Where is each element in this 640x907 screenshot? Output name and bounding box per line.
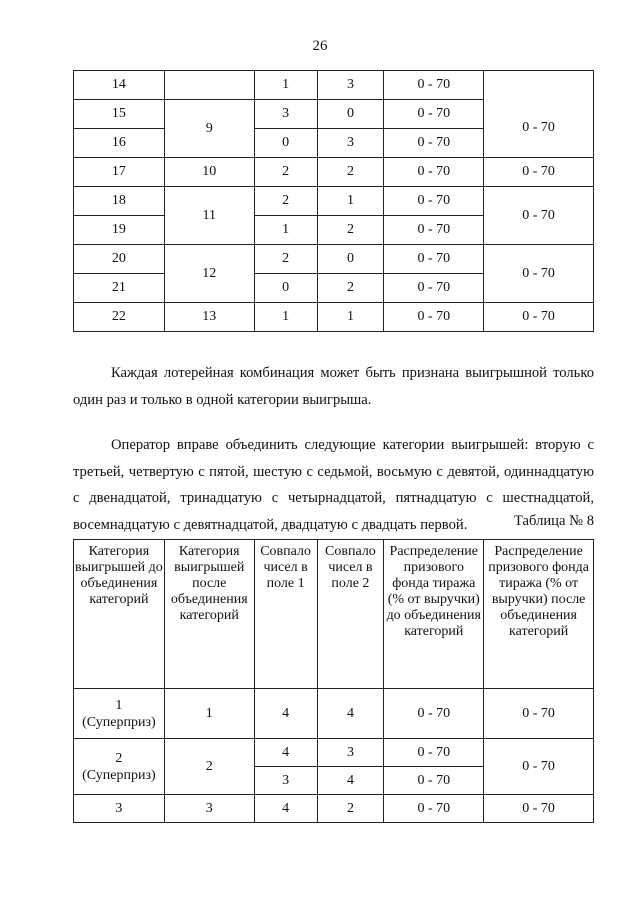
prize-share-before-cell: 0 - 70 (384, 158, 484, 187)
prize-share-after-cell: 0 - 70 (484, 245, 594, 303)
prize-share-before-cell: 0 - 70 (384, 689, 484, 739)
field1-match-cell: 4 (254, 739, 317, 767)
category-cell (74, 689, 165, 739)
field2-match-cell: 4 (317, 689, 384, 739)
field2-match-cell: 2 (317, 274, 384, 303)
column-header: Категория выигрышей до объединения категорий (74, 540, 165, 689)
page-number: 26 (312, 38, 328, 54)
prize-category-table-8 (73, 539, 594, 823)
category-cell: 22 (74, 303, 165, 332)
category-cell: 3 (74, 795, 165, 823)
prize-share-before-cell: 0 - 70 (384, 245, 484, 274)
paragraph-operator-merge: Оператор вправе объединить следующие категории выигрышей: вторую с третьей, четвертую с пятой, шестую с седьмой, восьмую с девятой, одиннадцатую с двенадцатой, тринадцатую с четырнадцатой, пятнадцатую с шестнадцатой, восемнадцатую с девятнадцатой, двадцатую с двадцать первой. (73, 437, 594, 533)
prize-share-before-cell: 0 - 70 (384, 795, 484, 823)
prize-share-before-cell: 0 - 70 (384, 187, 484, 216)
category-cell (74, 739, 165, 795)
category-cell: 15 (74, 100, 165, 129)
field1-match-cell: 3 (254, 100, 317, 129)
prize-share-before-cell: 0 - 70 (384, 274, 484, 303)
prize-share-before-cell: 0 - 70 (384, 100, 484, 129)
column-header: Категория выигрышей после объединения категорий (164, 540, 254, 689)
table-row (74, 795, 594, 823)
table-caption: Таблица № 8 (514, 513, 594, 529)
merged-category-cell: 2 (164, 739, 254, 795)
category-cell: 20 (74, 245, 165, 274)
superprize-label: (Суперприз) (82, 714, 156, 730)
table-row (74, 739, 594, 767)
category-cell: 18 (74, 187, 165, 216)
field2-match-cell: 2 (317, 158, 384, 187)
paragraph-winning-combination: Каждая лотерейная комбинация может быть признана выигрышной только один раз и только в одной категории выигрыша. (73, 365, 594, 408)
merged-category-cell (164, 71, 254, 100)
column-header: Распределение призового фонда тиража (% от выручки) после объединения категорий (484, 540, 594, 689)
prize-share-before-cell: 0 - 70 (384, 767, 484, 795)
merged-category-cell: 12 (164, 245, 254, 303)
field2-match-cell: 2 (317, 795, 384, 823)
table-row (74, 100, 594, 129)
category-cell: 19 (74, 216, 165, 245)
prize-share-after-cell: 0 - 70 (484, 303, 594, 332)
field2-match-cell: 2 (317, 216, 384, 245)
merged-category-cell: 3 (164, 795, 254, 823)
field1-match-cell: 2 (254, 187, 317, 216)
merged-category-cell: 9 (164, 100, 254, 158)
prize-share-before-cell: 0 - 70 (384, 71, 484, 100)
superprize-label: (Суперприз) (82, 767, 156, 783)
column-header: Совпало чисел в поле 2 (317, 540, 384, 689)
prize-share-after-cell: 0 - 70 (484, 795, 594, 823)
field2-match-cell: 0 (317, 245, 384, 274)
table-header-row (74, 540, 594, 689)
category-cell: 21 (74, 274, 165, 303)
field2-match-cell: 0 (317, 100, 384, 129)
column-header: Распределение призового фонда тиража (% от выручки) до объединения категорий (384, 540, 484, 689)
field1-match-cell: 0 (254, 274, 317, 303)
field1-match-cell: 0 (254, 129, 317, 158)
category-cell: 16 (74, 129, 165, 158)
prize-share-before-cell: 0 - 70 (384, 303, 484, 332)
table-row (74, 689, 594, 739)
table-row (74, 187, 594, 216)
prize-share-before-cell: 0 - 70 (384, 216, 484, 245)
field1-match-cell: 1 (254, 303, 317, 332)
field1-match-cell: 1 (254, 216, 317, 245)
field2-match-cell: 4 (317, 767, 384, 795)
table-row (74, 71, 594, 100)
prize-share-after-cell: 0 - 70 (484, 187, 594, 245)
field2-match-cell: 3 (317, 739, 384, 767)
table-row (74, 303, 594, 332)
field1-match-cell: 2 (254, 158, 317, 187)
field2-match-cell: 3 (317, 71, 384, 100)
field2-match-cell: 1 (317, 187, 384, 216)
prize-share-after-cell: 0 - 70 (484, 100, 594, 158)
prize-share-before-cell: 0 - 70 (384, 129, 484, 158)
prize-share-before-cell: 0 - 70 (384, 739, 484, 767)
prize-share-after-cell (484, 71, 594, 100)
merged-category-cell: 13 (164, 303, 254, 332)
category-cell: 14 (74, 71, 165, 100)
category-cell: 17 (74, 158, 165, 187)
field2-match-cell: 1 (317, 303, 384, 332)
merged-category-cell: 10 (164, 158, 254, 187)
table-row (74, 245, 594, 274)
column-header: Совпало чисел в поле 1 (254, 540, 317, 689)
prize-share-after-cell: 0 - 70 (484, 689, 594, 739)
prize-share-after-cell: 0 - 70 (484, 739, 594, 795)
field1-match-cell: 1 (254, 71, 317, 100)
category-number: 1 (115, 697, 123, 713)
field1-match-cell: 4 (254, 689, 317, 739)
field2-match-cell: 3 (317, 129, 384, 158)
table-row (74, 158, 594, 187)
category-number: 2 (115, 750, 123, 766)
field1-match-cell: 4 (254, 795, 317, 823)
field1-match-cell: 3 (254, 767, 317, 795)
prize-share-after-cell: 0 - 70 (484, 158, 594, 187)
merged-category-cell: 1 (164, 689, 254, 739)
prize-category-table-continued (73, 70, 594, 332)
merged-category-cell: 11 (164, 187, 254, 245)
field1-match-cell: 2 (254, 245, 317, 274)
